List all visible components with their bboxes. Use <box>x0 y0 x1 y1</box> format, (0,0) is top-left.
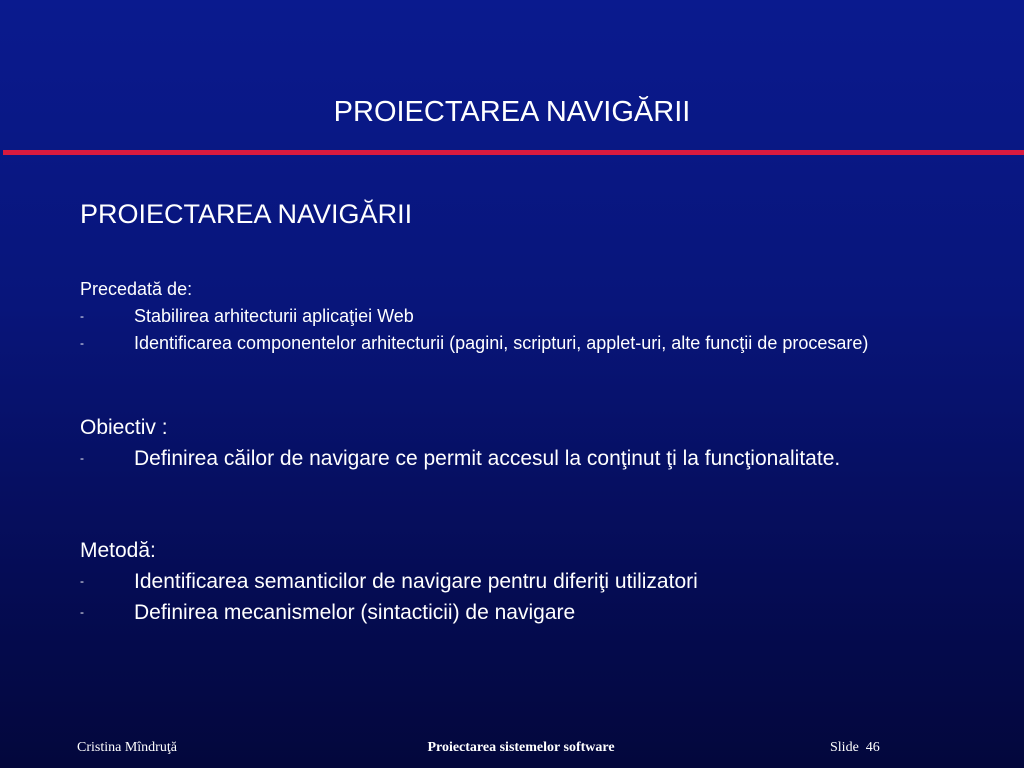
list-item-text: Definirea căilor de navigare ce permit accesul la conţinut ţi la funcţionalitate. <box>134 447 841 470</box>
bullet-dash: - <box>80 574 84 588</box>
bullet-dash: - <box>80 605 84 619</box>
preceded-section <box>80 276 964 357</box>
bullet-dash: - <box>80 336 84 350</box>
list-item <box>80 330 964 357</box>
list-item-text: Identificarea semanticilor de navigare pentru diferiţi utilizatori <box>134 570 698 593</box>
list-item <box>80 303 964 330</box>
title-divider <box>3 150 1024 155</box>
preceded-label: Precedată de: <box>80 279 193 299</box>
list-item-text: Definirea mecanismelor (sintacticii) de navigare <box>134 601 576 624</box>
list-item <box>80 566 964 597</box>
list-item <box>80 597 964 628</box>
bullet-dash: - <box>80 309 84 323</box>
bullet-dash: - <box>80 451 84 465</box>
list-item-text: Stabilirea arhitecturii aplicaţiei Web <box>134 306 414 326</box>
list-item <box>80 443 874 474</box>
objective-label: Obiectiv : <box>80 416 168 439</box>
slide-title: PROIECTAREA NAVIGĂRII <box>333 96 691 128</box>
objective-section <box>80 412 874 474</box>
method-label: Metodă: <box>80 539 156 562</box>
footer-author: Cristina Mîndruţă <box>77 740 177 755</box>
footer-slide-number: Slide 46 <box>830 740 880 755</box>
method-section <box>80 535 964 628</box>
footer-course-title: Proiectarea sistemelor software <box>427 740 615 755</box>
section-heading: PROIECTAREA NAVIGĂRII <box>80 199 413 229</box>
list-item-text: Identificarea componentelor arhitecturii (pagini, scripturi, applet-uri, alte funcţii de procesare) <box>134 333 869 353</box>
